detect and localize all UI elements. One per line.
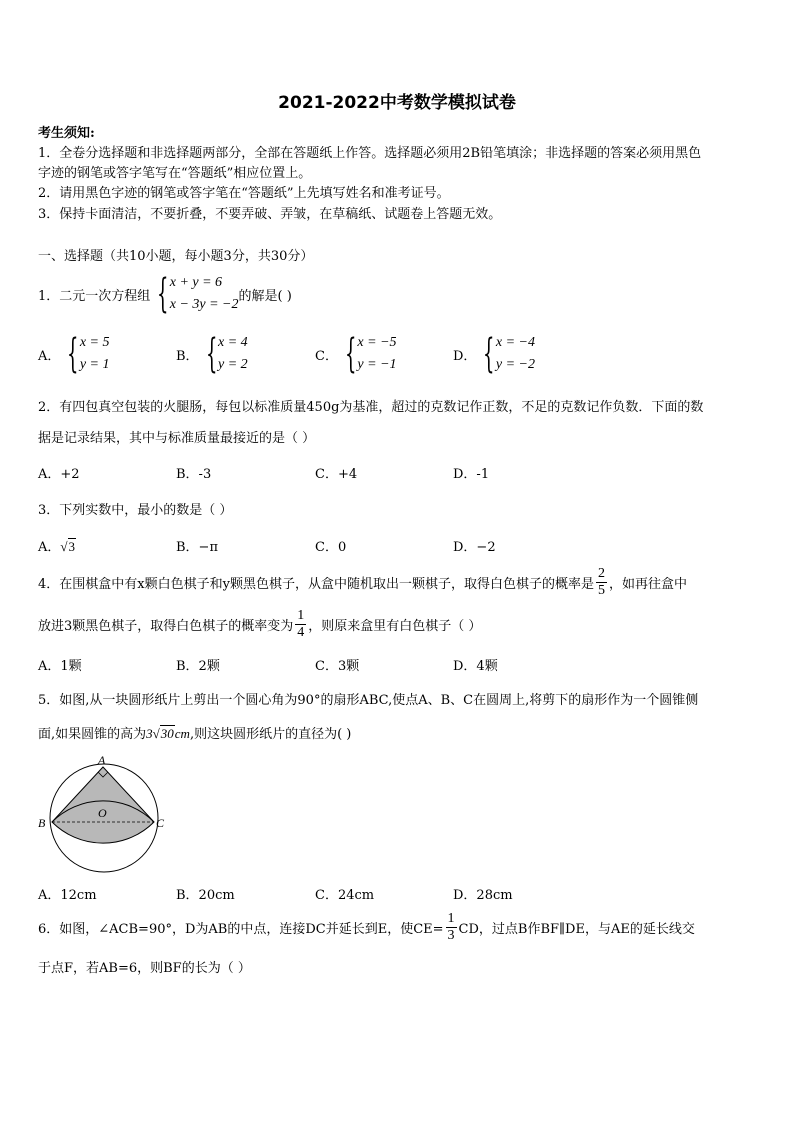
brace-icon: { <box>157 271 169 317</box>
option-c[interactable]: C．24cm <box>315 888 375 903</box>
solution-line: y = −1 <box>357 357 397 372</box>
page-title: 2021-2022中考数学模拟试卷 <box>278 93 516 113</box>
notice-item: 3．保持卡面清洁，不要折叠，不要弄破、弄皱，在草稿纸、试题卷上答题无效。 <box>38 207 502 222</box>
equation-system <box>150 272 238 316</box>
question-text: 4．在围棋盒中有x颗白色棋子和y颗黑色棋子，从盒中随机取出一颗棋子，取得白色棋子的概率是 <box>38 577 594 592</box>
solution-line: y = 1 <box>79 357 110 372</box>
option-a[interactable] <box>38 332 110 376</box>
option-label: D． <box>453 348 477 364</box>
question-text: ,则这块圆形纸片的直径为( ) <box>189 727 352 742</box>
solution-line: y = −2 <box>495 357 535 372</box>
option-b[interactable]: B．2颗 <box>176 659 220 674</box>
option-c[interactable]: C．3颗 <box>315 659 360 674</box>
equation-line: x + y = 6 <box>169 275 223 290</box>
option-a[interactable]: A．12cm <box>38 888 97 903</box>
question-text: 面,如果圆锥的高为 <box>38 727 147 742</box>
question-1 <box>38 272 292 316</box>
option-d[interactable]: D．28cm <box>453 888 513 903</box>
question-text: ，则原来盒里有白色棋子（ ） <box>308 619 482 634</box>
question-text: CD，过点B作BF∥DE，与AE的延长线交 <box>458 922 695 937</box>
brace-icon: { <box>67 331 79 377</box>
solution-line: y = 2 <box>218 357 248 372</box>
question-5-line <box>38 723 351 742</box>
fraction <box>596 566 607 599</box>
option-label: A． <box>38 348 61 364</box>
question-6-line: 于点F，若AB=6，则BF的长为（ ） <box>38 961 251 976</box>
coefficient: 3 <box>146 726 153 741</box>
radicand: 3 <box>68 539 76 554</box>
question-4-line <box>38 608 481 641</box>
point-label-a: A <box>98 753 106 767</box>
question-2-line: 2．有四包真空包装的火腿肠，每包以标准质量450g为基准，超过的克数记作正数，不足的克数记作负数．下面的数 <box>38 400 704 415</box>
fraction <box>295 608 306 641</box>
option-label: C． <box>315 348 338 364</box>
question-2-line: 据是记录结果，其中与标准质量最接近的是（ ） <box>38 431 316 446</box>
question-5-line: 5．如图,从一块圆形纸片上剪出一个圆心角为90°的扇形ABC,使点A、B、C在圆周上,将剪下的扇形作为一个圆锥侧 <box>38 693 699 708</box>
solution-line: x = −4 <box>495 335 535 350</box>
sector-figure <box>34 752 174 878</box>
option-b[interactable] <box>176 332 248 376</box>
radicand: 30 <box>160 726 174 741</box>
option-d[interactable]: D．-1 <box>453 467 490 482</box>
denominator: 5 <box>597 583 605 598</box>
section-heading: 一、选择题（共10小题，每小题3分，共30分） <box>38 249 314 264</box>
denominator: 4 <box>297 625 305 640</box>
solution-line: x = 5 <box>79 335 110 350</box>
question-1-suffix: 的解是( ) <box>238 288 292 304</box>
question-4-line <box>38 566 687 599</box>
option-label: B． <box>176 348 199 364</box>
numerator: 1 <box>297 608 305 623</box>
option-label: A． <box>38 540 61 555</box>
brace-icon: { <box>205 331 218 377</box>
option-a[interactable]: A．1颗 <box>38 659 82 674</box>
solution-line: x = 4 <box>218 335 248 350</box>
option-d[interactable] <box>453 332 535 376</box>
brace-icon: { <box>483 331 495 377</box>
notice-item: 1．全卷分选择题和非选择题两部分，全部在答题纸上作答。选择题必须用2B铅笔填涂；非选择题的答案必须用黑色 <box>38 146 702 161</box>
question-text: ，如再往盒中 <box>608 577 687 592</box>
question-1-prefix: 1．二元一次方程组 <box>38 288 151 304</box>
option-d[interactable]: D．−2 <box>453 540 496 555</box>
option-c[interactable]: C．0 <box>315 540 347 555</box>
notice-item: 2．请用黑色字迹的钢笔或答字笔在“答题纸”上先填写姓名和准考证号。 <box>38 186 450 201</box>
point-label-c: C <box>156 816 165 830</box>
point-label-b: B <box>38 816 46 830</box>
question-text: 6．如图，∠ACB=90°，D为AB的中点，连接DC并延长到E，使CE= <box>38 922 444 937</box>
point-label-o: O <box>98 806 107 820</box>
notice-item: 字迹的钢笔或答字笔写在“答题纸”相应位置上。 <box>38 166 312 181</box>
solution-line: x = −5 <box>357 335 397 350</box>
notice-heading: 考生须知: <box>38 126 95 141</box>
numerator: 1 <box>447 911 455 926</box>
option-b[interactable]: B．-3 <box>176 467 212 482</box>
numerator: 2 <box>597 566 605 581</box>
denominator: 3 <box>447 928 455 943</box>
brace-icon: { <box>344 331 357 377</box>
option-d[interactable]: D．4颗 <box>453 659 498 674</box>
option-a[interactable]: A．+2 <box>38 467 80 482</box>
option-c[interactable] <box>315 332 397 376</box>
sqrt-expression: √3 <box>60 539 76 554</box>
option-c[interactable]: C．+4 <box>315 467 358 482</box>
option-a[interactable] <box>38 536 76 555</box>
question-text: 放进3颗黑色棋子，取得白色棋子的概率变为 <box>38 619 294 634</box>
option-b[interactable]: B．−π <box>176 540 218 555</box>
question-3-line: 3．下列实数中，最小的数是（ ） <box>38 503 233 518</box>
question-6-line <box>38 911 695 944</box>
fraction <box>446 911 457 944</box>
equation-line: x − 3y = −2 <box>169 297 239 312</box>
sqrt-expression: √30 <box>152 726 174 741</box>
unit: cm <box>174 726 190 741</box>
option-b[interactable]: B．20cm <box>176 888 235 903</box>
